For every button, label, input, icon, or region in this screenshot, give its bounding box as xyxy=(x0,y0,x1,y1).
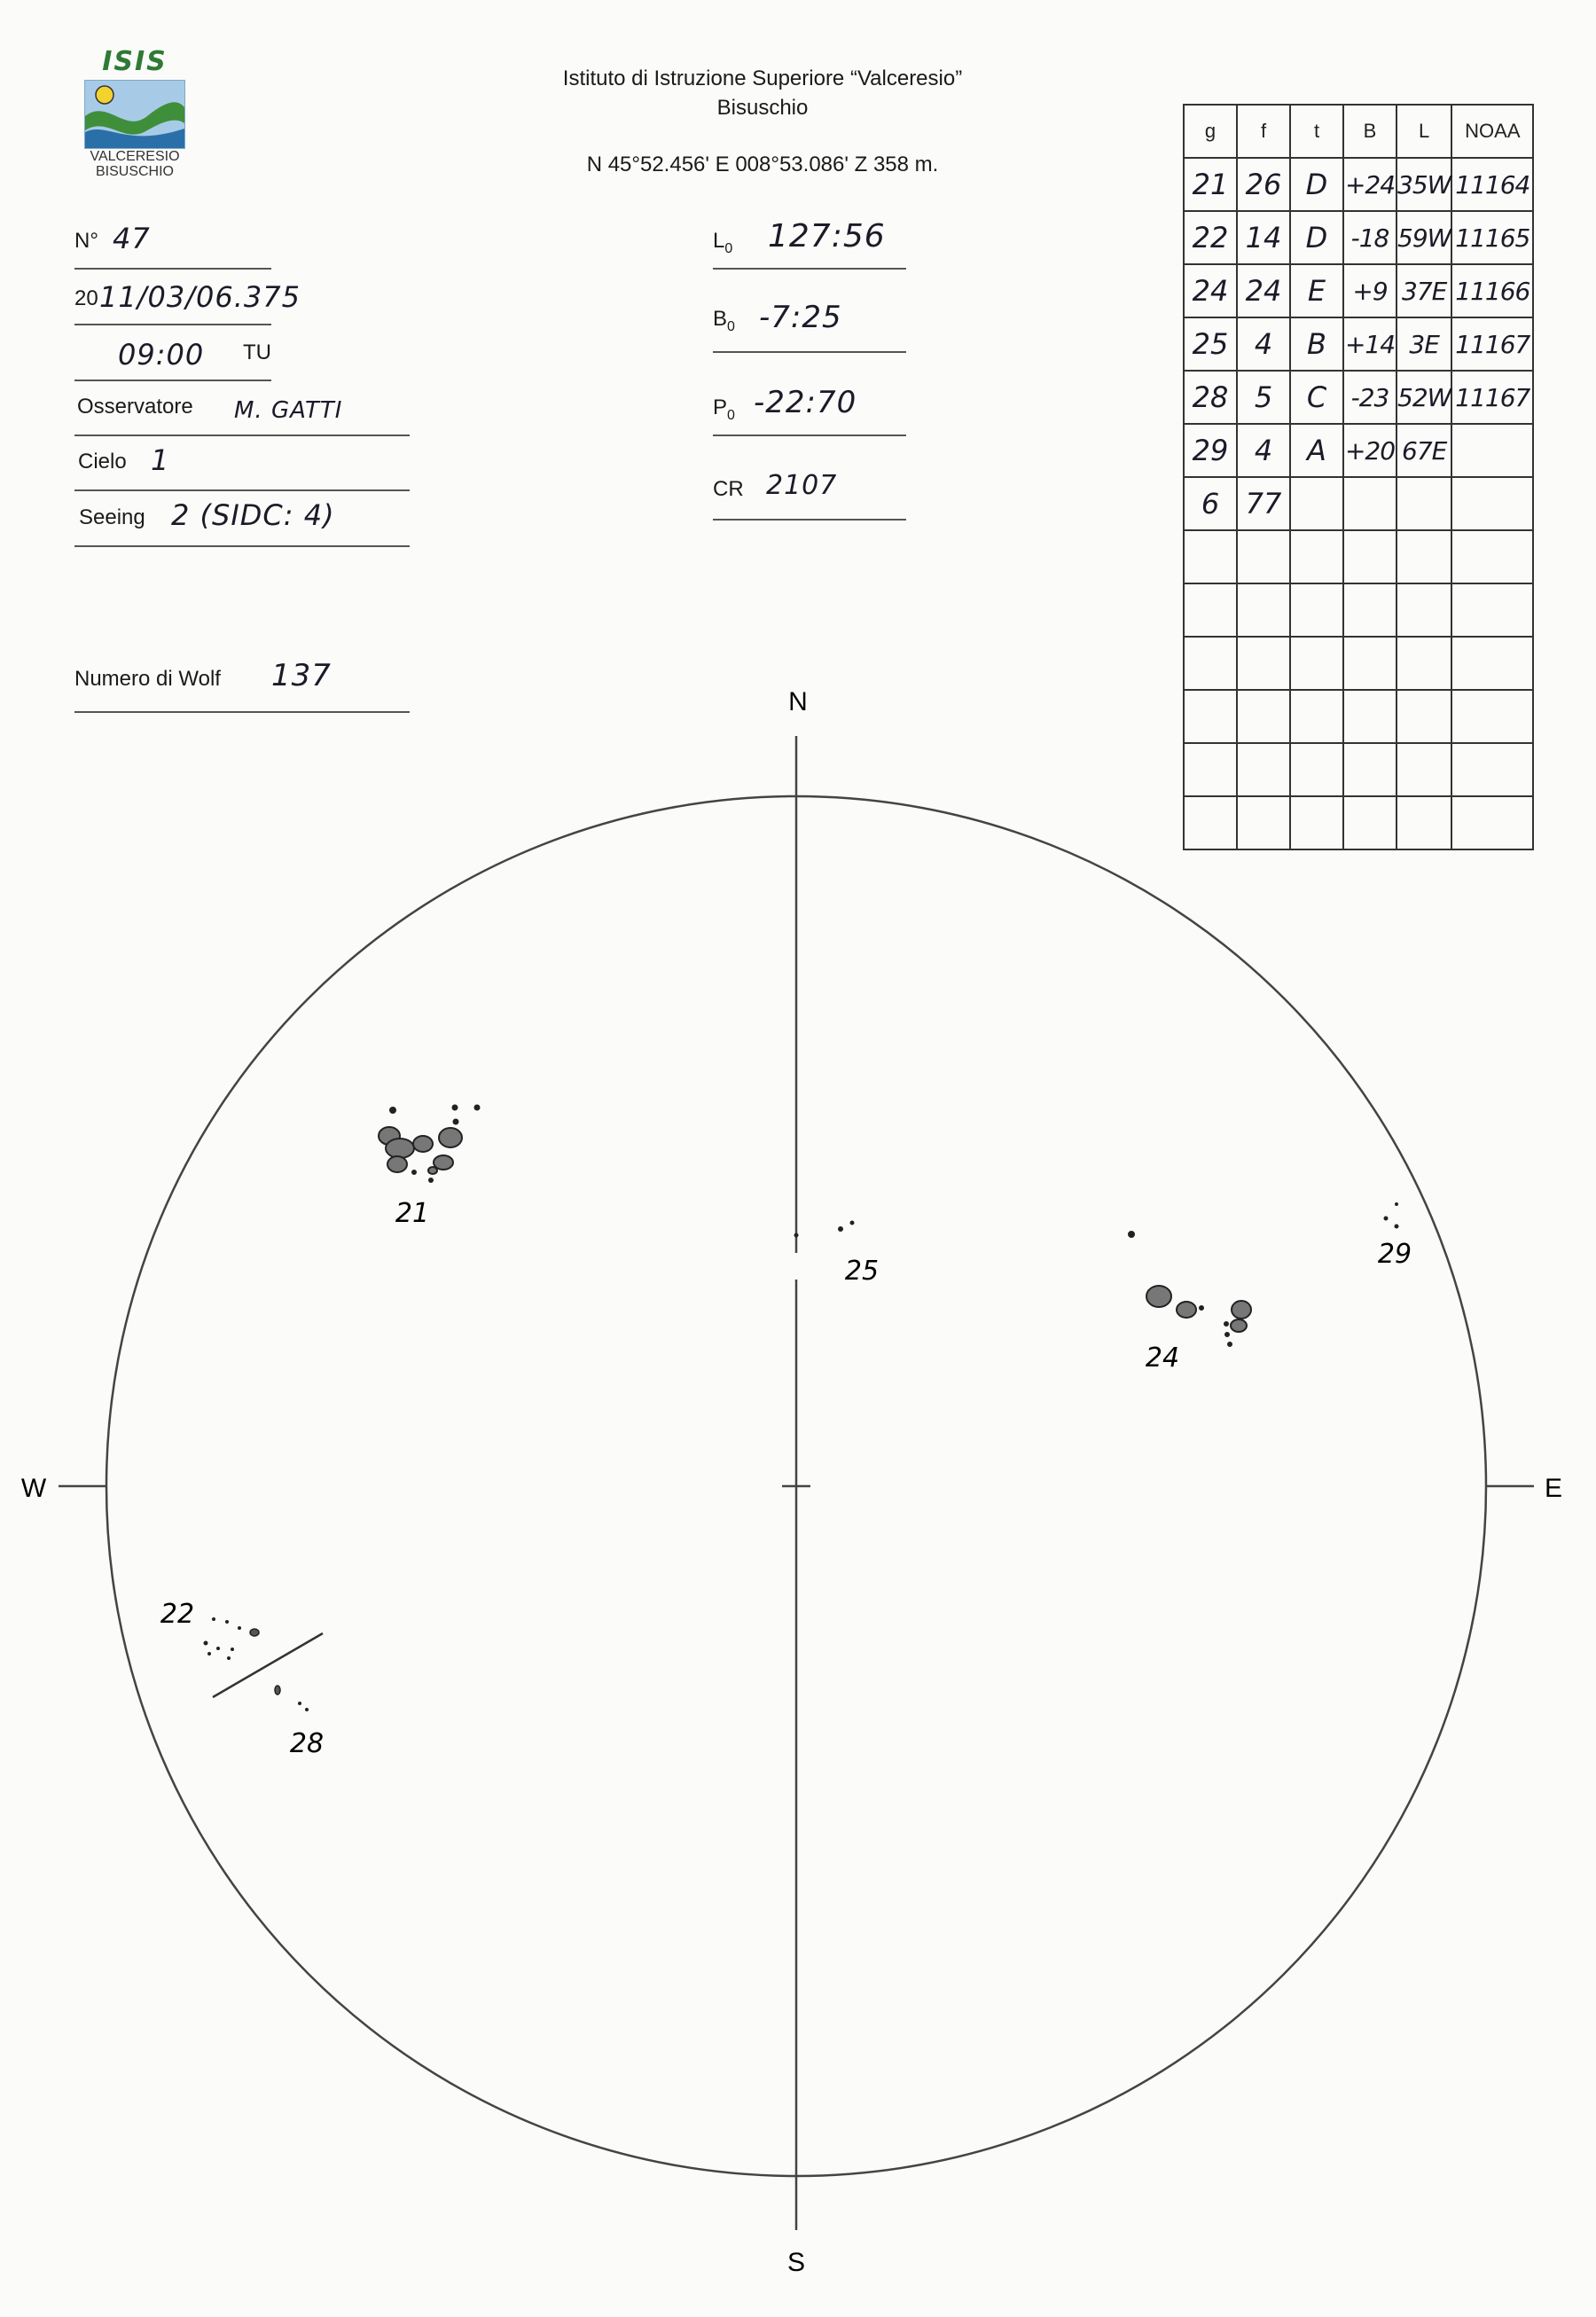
time-unit: TU xyxy=(243,341,271,364)
table-cell-noaa: 11164 xyxy=(1451,158,1533,211)
table-cell-t: D xyxy=(1290,211,1343,264)
sunspot-group-29 xyxy=(1384,1202,1399,1229)
group-label-24: 24 xyxy=(1145,1342,1180,1374)
p0-label-letter: P xyxy=(713,395,728,419)
sky-value: 1 xyxy=(151,443,170,477)
logo-caption-line1: VALCERESIO xyxy=(90,149,180,164)
south-label: S xyxy=(786,2248,806,2277)
col-header-noaa: NOAA xyxy=(1451,105,1533,158)
number-value: 47 xyxy=(113,222,151,255)
table-cell-f: 24 xyxy=(1237,264,1290,317)
table-cell-f: 14 xyxy=(1237,211,1290,264)
table-cell-t: C xyxy=(1290,371,1343,424)
table-cell-g: 24 xyxy=(1184,264,1237,317)
sunspot-group-22 xyxy=(204,1617,260,1660)
p0-label-sub: 0 xyxy=(727,407,735,423)
table-cell-noaa: 11165 xyxy=(1451,211,1533,264)
wolf-number-label: Numero di Wolf xyxy=(74,667,221,691)
table-cell-noaa: 11167 xyxy=(1451,317,1533,371)
table-cell-l: 37E xyxy=(1396,264,1451,317)
group-label-21: 21 xyxy=(395,1198,430,1229)
wolf-number-value: 137 xyxy=(271,658,332,693)
table-cell-b: +24 xyxy=(1343,158,1396,211)
table-cell-f: 4 xyxy=(1237,424,1290,477)
col-header-t: t xyxy=(1290,105,1343,158)
group-label-22: 22 xyxy=(160,1599,195,1630)
table-cell-f: 26 xyxy=(1237,158,1290,211)
institute-name: Istituto di Istruzione Superiore “Valceresio” xyxy=(562,67,963,90)
col-header-g: g xyxy=(1184,105,1237,158)
cr-value: 2107 xyxy=(766,470,838,501)
sunspot-group-24 xyxy=(1129,1232,1251,1346)
table-cell-g: 21 xyxy=(1184,158,1237,211)
table-cell-b: +20 xyxy=(1343,424,1396,477)
table-cell-t: E xyxy=(1290,264,1343,317)
l0-label-letter: L xyxy=(713,229,725,253)
number-label: N° xyxy=(74,229,98,253)
b0-label-letter: B xyxy=(713,307,728,331)
table-cell-l: 59W xyxy=(1396,211,1451,264)
table-cell-g: 29 xyxy=(1184,424,1237,477)
table-cell-t: D xyxy=(1290,158,1343,211)
col-header-b: B xyxy=(1343,105,1396,158)
logo-wordmark: ISIS xyxy=(102,46,168,77)
observer-value: M. GATTI xyxy=(234,397,343,424)
table-cell-g: 28 xyxy=(1184,371,1237,424)
time-value: 09:00 xyxy=(118,338,205,372)
table-cell-f: 5 xyxy=(1237,371,1290,424)
l0-label-sub: 0 xyxy=(724,240,733,256)
logo-caption-line2: BISUSCHIO xyxy=(95,164,174,179)
table-cell-g: 6 xyxy=(1184,477,1237,530)
table-cell-l: 52W xyxy=(1396,371,1451,424)
table-cell-noaa: 11167 xyxy=(1451,371,1533,424)
cr-label: CR xyxy=(713,477,744,501)
north-label: N xyxy=(788,687,808,716)
group-label-25: 25 xyxy=(844,1256,880,1287)
table-cell-g: 25 xyxy=(1184,317,1237,371)
west-label: W xyxy=(20,1474,47,1503)
group-label-28: 28 xyxy=(289,1728,325,1759)
table-cell-t: B xyxy=(1290,317,1343,371)
table-cell-t: A xyxy=(1290,424,1343,477)
table-cell-f: 4 xyxy=(1237,317,1290,371)
observer-label: Osservatore xyxy=(77,395,193,419)
sky-label: Cielo xyxy=(78,450,127,474)
col-header-f: f xyxy=(1237,105,1290,158)
sunspot-group-28 xyxy=(275,1686,309,1711)
seeing-value: 2 (SIDC: 4) xyxy=(171,498,335,532)
p0-value: -22:70 xyxy=(754,385,857,420)
observatory-coordinates: N 45°52.456' E 008°53.086' Z 358 m. xyxy=(586,153,939,176)
sunspot-group-25 xyxy=(794,1221,855,1238)
east-label: E xyxy=(1544,1474,1563,1503)
table-cell-noaa: 11166 xyxy=(1451,264,1533,317)
table-cell-b: -18 xyxy=(1343,211,1396,264)
group-separator-line xyxy=(213,1633,323,1697)
table-cell-g: 22 xyxy=(1184,211,1237,264)
table-cell-b: -23 xyxy=(1343,371,1396,424)
table-cell-l: 67E xyxy=(1396,424,1451,477)
b0-label-sub: 0 xyxy=(727,318,735,334)
sunspot-group-21 xyxy=(379,1106,480,1183)
group-label-29: 29 xyxy=(1377,1239,1412,1270)
table-cell-l: 3E xyxy=(1396,317,1451,371)
date-value: 11/03/06.375 xyxy=(99,280,301,314)
table-cell-f: 77 xyxy=(1237,477,1290,530)
table-cell-l: 35W xyxy=(1396,158,1451,211)
col-header-l: L xyxy=(1396,105,1451,158)
table-cell-b: +9 xyxy=(1343,264,1396,317)
l0-value: 127:56 xyxy=(768,218,886,254)
date-prefix: 20 xyxy=(74,286,98,310)
b0-value: -7:25 xyxy=(759,300,842,335)
town-name: Bisuschio xyxy=(716,96,809,120)
table-cell-b: +14 xyxy=(1343,317,1396,371)
seeing-label: Seeing xyxy=(79,505,145,529)
